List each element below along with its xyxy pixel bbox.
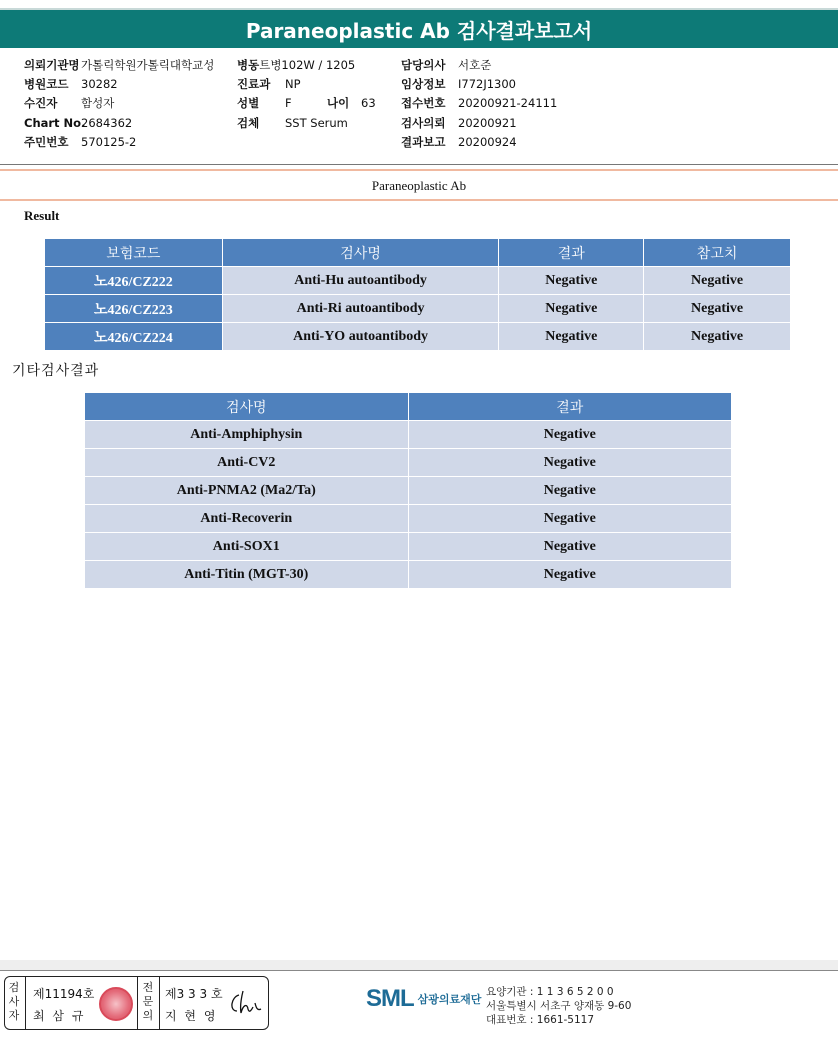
test-name-cell: Anti-SOX1 (85, 533, 409, 561)
request-value: 20200921 (458, 115, 517, 130)
org-phone: 대표번호 : 1661-5117 (486, 1014, 595, 1026)
table-row (45, 295, 791, 323)
org-name: 삼광의료재단 (417, 993, 482, 1006)
table-row (85, 421, 732, 449)
table-header-row (45, 239, 791, 267)
signature-box (4, 976, 269, 1030)
patient-info-left (24, 56, 214, 152)
divider-accent (0, 169, 838, 171)
col-header-test: 검사명 (222, 239, 499, 267)
info-row-dept (237, 75, 376, 94)
info-row-doctor (401, 56, 557, 75)
footer-divider (0, 970, 838, 971)
info-row-receipt (401, 94, 557, 113)
info-row-report (401, 133, 557, 152)
table-row (85, 449, 732, 477)
specimen-label: 검체 (237, 115, 260, 130)
receipt-label: 접수번호 (401, 96, 446, 111)
org-code: 요양기관 : 1 1 3 6 5 2 0 0 (486, 986, 614, 998)
report-label: 결과보고 (401, 134, 446, 149)
specialist-label (141, 981, 155, 1023)
info-row-patient (24, 94, 214, 113)
reference-cell: Negative (644, 323, 791, 351)
insurance-code-cell: 노426/CZ224 (45, 323, 223, 351)
patient-info-right (401, 56, 557, 152)
col-header-test: 검사명 (85, 393, 409, 421)
examiner-license: 제11194호 (33, 987, 95, 1001)
institution-value: 가톨릭학원가톨릭대학교성 (81, 58, 215, 72)
result-cell: Negative (408, 477, 731, 505)
result-cell: Negative (408, 421, 731, 449)
doctor-value: 서호준 (458, 58, 492, 72)
info-row-resident-no (24, 133, 214, 152)
test-name-cell: Anti-Amphiphysin (85, 421, 409, 449)
specialist-license: 제3 3 3 호 (165, 987, 223, 1001)
col-header-result: 결과 (408, 393, 731, 421)
result-label: Result (24, 208, 60, 223)
request-label: 검사의뢰 (401, 115, 446, 130)
result-cell: Negative (408, 505, 731, 533)
age-value: 63 (361, 96, 376, 111)
dept-label: 진료과 (237, 77, 271, 92)
table-row (85, 505, 732, 533)
result-cell: Negative (499, 295, 644, 323)
info-row-clinical (401, 75, 557, 94)
table-row (85, 533, 732, 561)
info-row-sex-age (237, 94, 376, 113)
chart-no-label: Chart No. (24, 115, 86, 130)
patient-label: 수진자 (24, 96, 58, 111)
doctor-label: 담당의사 (401, 58, 446, 72)
sex-label: 성별 (237, 96, 260, 111)
report-title: Paraneoplastic Ab 검사결과보고서 (0, 8, 838, 48)
table-row (85, 561, 732, 589)
info-row-ward (237, 56, 376, 75)
other-result-table (84, 392, 732, 589)
test-name-cell: Anti-Ri autoantibody (222, 295, 499, 323)
divider (25, 977, 26, 1029)
clinical-value: I772J1300 (458, 77, 516, 92)
divider (137, 977, 138, 1029)
result-cell: Negative (408, 449, 731, 477)
result-cell: Negative (408, 533, 731, 561)
patient-info-mid (237, 56, 376, 133)
sml-logo (366, 985, 481, 1013)
divider (159, 977, 160, 1029)
table-header-row (85, 393, 732, 421)
insurance-code-cell: 노426/CZ222 (45, 267, 223, 295)
org-address: 서울특별시 서초구 양재동 9-60 (486, 1000, 632, 1012)
info-row-hospital-code (24, 75, 214, 94)
examiner-label (7, 981, 21, 1023)
hospital-code-label: 병원코드 (24, 77, 69, 92)
info-row-request (401, 114, 557, 133)
table-row (45, 323, 791, 351)
reference-cell: Negative (644, 295, 791, 323)
sex-value: F (285, 96, 292, 111)
divider (0, 164, 838, 165)
insurance-code-cell: 노426/CZ223 (45, 295, 223, 323)
result-cell: Negative (499, 267, 644, 295)
report-value: 20200924 (458, 134, 517, 149)
logo-text: SML (366, 985, 414, 1012)
reference-cell: Negative (644, 267, 791, 295)
col-header-code: 보험코드 (45, 239, 223, 267)
chart-no-value: 2684362 (81, 115, 133, 130)
receipt-value: 20200921-24111 (458, 96, 558, 111)
examiner-name: 최 삼 규 (33, 1009, 86, 1023)
main-result-table (44, 238, 791, 351)
info-row-institution (24, 56, 214, 75)
result-cell: Negative (499, 323, 644, 351)
age-label: 나이 (327, 96, 350, 111)
specialist-name: 지 현 영 (165, 1009, 218, 1023)
ward-label: 병동 (237, 58, 260, 72)
table-row (85, 477, 732, 505)
test-name-cell: Anti-Hu autoantibody (222, 267, 499, 295)
test-name-cell: Anti-Titin (MGT-30) (85, 561, 409, 589)
col-header-reference: 참고치 (644, 239, 791, 267)
test-name-cell: Anti-PNMA2 (Ma2/Ta) (85, 477, 409, 505)
info-row-chart-no (24, 114, 214, 133)
official-seal-icon (99, 987, 133, 1021)
result-cell: Negative (408, 561, 731, 589)
other-tests-label: 기타검사결과 (12, 363, 100, 379)
resident-no-value: 570125-2 (81, 134, 137, 149)
specialist-label-text: 전 문 의 (142, 981, 154, 1022)
org-info (486, 985, 631, 1027)
footer-band (0, 960, 838, 970)
info-row-specimen (237, 114, 376, 133)
resident-no-label: 주민번호 (24, 134, 69, 149)
examiner-label-text: 검 사 자 (8, 981, 20, 1022)
divider-accent (0, 199, 838, 201)
table-row (45, 267, 791, 295)
signature-icon (227, 989, 265, 1017)
test-name-cell: Anti-Recoverin (85, 505, 409, 533)
dept-value: NP (285, 77, 301, 92)
clinical-label: 임상정보 (401, 77, 446, 92)
section-title: Paraneoplastic Ab (371, 178, 467, 193)
hospital-code-value: 30282 (81, 77, 118, 92)
specimen-value: SST Serum (285, 115, 348, 130)
test-name-cell: Anti-CV2 (85, 449, 409, 477)
ward-value: 트병102W / 1205 (259, 58, 356, 72)
col-header-result: 결과 (499, 239, 644, 267)
patient-value: 함성자 (81, 96, 115, 111)
institution-label: 의뢰기관명 (24, 58, 80, 72)
test-name-cell: Anti-YO autoantibody (222, 323, 499, 351)
